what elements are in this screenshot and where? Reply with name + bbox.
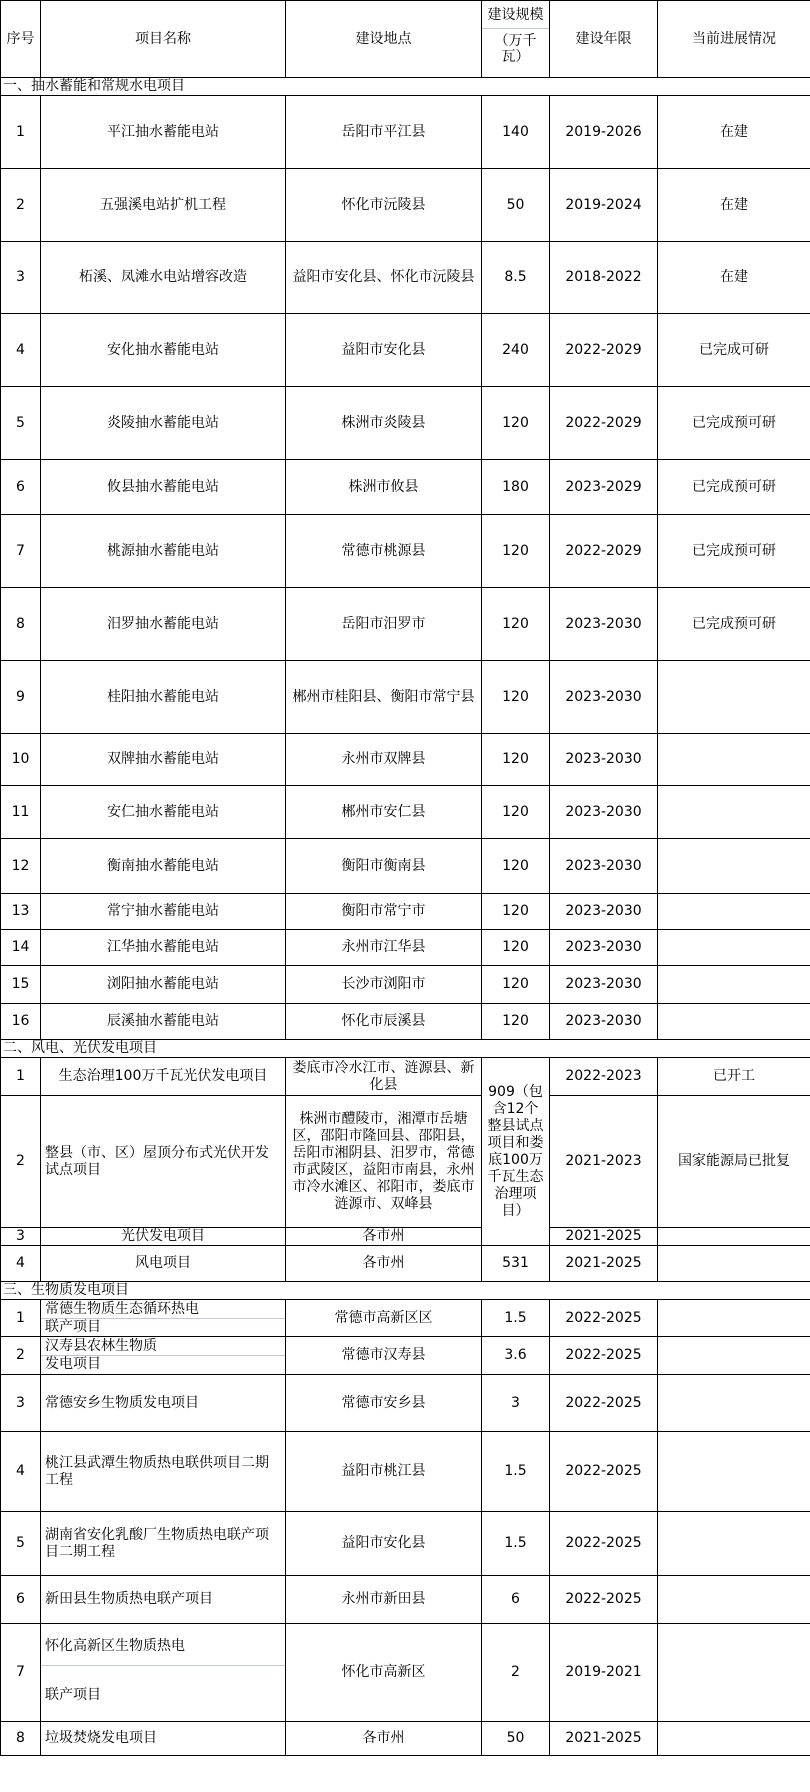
cell-location: 长沙市浏阳市 — [286, 966, 482, 1004]
cell-period: 2022-2025 — [550, 1375, 658, 1432]
cell-name: 辰溪抽水蓄能电站 — [41, 1004, 286, 1040]
cell-period: 2022-2025 — [550, 1300, 658, 1337]
cell-status: 国家能源局已批复 — [658, 1096, 810, 1228]
cell-name: 江华抽水蓄能电站 — [41, 930, 286, 966]
cell-status: 在建 — [658, 242, 810, 314]
cell-location: 株洲市攸县 — [286, 460, 482, 515]
cell-no: 15 — [1, 966, 41, 1004]
cell-no: 8 — [1, 588, 41, 661]
cell-period: 2021-2025 — [550, 1722, 658, 1756]
cell-status: 已开工 — [658, 1058, 810, 1096]
cell-scale: 50 — [482, 1722, 550, 1756]
cell-name: 整县（市、区）屋顶分布式光伏开发试点项目 — [41, 1096, 286, 1228]
cell-no: 7 — [1, 515, 41, 588]
cell-location: 怀化市沅陵县 — [286, 169, 482, 242]
table-row — [1, 1096, 810, 1228]
header-scale-unit-1: （万千 — [494, 33, 537, 49]
cell-period: 2023-2030 — [550, 1004, 658, 1040]
cell-name: 双牌抽水蓄能电站 — [41, 734, 286, 786]
cell-period: 2019-2024 — [550, 169, 658, 242]
cell-location: 衡阳市常宁市 — [286, 894, 482, 930]
cell-no: 3 — [1, 1228, 41, 1246]
cell-no: 4 — [1, 314, 41, 387]
cell-scale: 120 — [482, 966, 550, 1004]
cell-location: 怀化市辰溪县 — [286, 1004, 482, 1040]
section-title-biomass: 三、生物质发电项目 — [1, 1282, 810, 1300]
cell-scale: 1.5 — [482, 1432, 550, 1512]
cell-name-line-2: 联产项目 — [45, 1318, 101, 1335]
cell-period: 2022-2029 — [550, 314, 658, 387]
cell-status: 已完成预可研 — [658, 515, 810, 588]
cell-location: 岳阳市平江县 — [286, 96, 482, 169]
cell-period: 2023-2030 — [550, 930, 658, 966]
cell-name: 光伏发电项目 — [41, 1228, 286, 1246]
cell-scale-merged: 909（包含12个整县试点项目和娄底100万千瓦生态治理项目） — [482, 1058, 550, 1246]
cell-name-line-1: 汉寿县农林生物质 — [45, 1338, 157, 1354]
cell-period: 2023-2030 — [550, 786, 658, 839]
cell-period: 2023-2030 — [550, 734, 658, 786]
cell-location: 株洲市醴陵市，湘潭市岳塘区，邵阳市隆回县、邵阳县，岳阳市湘阴县、汨罗市，常德市武陵区，益阳市南县，永州市冷水滩区、祁阳市，娄底市涟源市、双峰县 — [286, 1096, 482, 1228]
table-row — [1, 661, 810, 734]
table-row — [1, 1512, 810, 1576]
cell-status — [658, 1228, 810, 1246]
cell-name-line-1: 常德生物质生态循环热电 — [45, 1300, 199, 1317]
cell-scale: 50 — [482, 169, 550, 242]
cell-scale: 6 — [482, 1576, 550, 1624]
section-row — [1, 1282, 810, 1300]
table-row — [1, 242, 810, 314]
cell-location: 益阳市桃江县 — [286, 1432, 482, 1512]
cell-period: 2019-2026 — [550, 96, 658, 169]
header-scale — [482, 1, 550, 78]
cell-period: 2023-2030 — [550, 894, 658, 930]
cell-location: 常德市安乡县 — [286, 1375, 482, 1432]
cell-name: 桂阳抽水蓄能电站 — [41, 661, 286, 734]
cell-scale: 3 — [482, 1375, 550, 1432]
cell-location: 衡阳市衡南县 — [286, 839, 482, 894]
cell-period: 2022-2025 — [550, 1337, 658, 1375]
cell-no: 5 — [1, 387, 41, 460]
cell-status — [658, 661, 810, 734]
cell-name: 桃江县武潭生物质热电联供项目二期工程 — [41, 1432, 286, 1512]
cell-location: 常德市高新区区 — [286, 1300, 482, 1337]
cell-no: 16 — [1, 1004, 41, 1040]
cell-name: 平江抽水蓄能电站 — [41, 96, 286, 169]
cell-location: 永州市双牌县 — [286, 734, 482, 786]
table-row — [1, 1228, 810, 1246]
table-row — [1, 894, 810, 930]
cell-name-line-2: 联产项目 — [45, 1686, 101, 1703]
table-row — [1, 1004, 810, 1040]
cell-status: 在建 — [658, 169, 810, 242]
cell-status — [658, 894, 810, 930]
cell-period: 2023-2030 — [550, 839, 658, 894]
cell-location: 益阳市安化县 — [286, 314, 482, 387]
header-status: 当前进展情况 — [658, 1, 810, 78]
cell-name: 浏阳抽水蓄能电站 — [41, 966, 286, 1004]
cell-name: 桃源抽水蓄能电站 — [41, 515, 286, 588]
cell-name: 柘溪、凤滩水电站增容改造 — [41, 242, 286, 314]
cell-period: 2023-2030 — [550, 661, 658, 734]
cell-no: 1 — [1, 1058, 41, 1096]
table-row — [1, 169, 810, 242]
cell-location: 各市州 — [286, 1228, 482, 1246]
cell-status: 在建 — [658, 96, 810, 169]
cell-period: 2018-2022 — [550, 242, 658, 314]
cell-name — [41, 1337, 286, 1375]
cell-location: 益阳市安化县 — [286, 1512, 482, 1576]
cell-name: 五强溪电站扩机工程 — [41, 169, 286, 242]
cell-no: 13 — [1, 894, 41, 930]
cell-location: 怀化市高新区 — [286, 1624, 482, 1722]
cell-no: 2 — [1, 169, 41, 242]
cell-location: 益阳市安化县、怀化市沅陵县 — [286, 242, 482, 314]
table-row — [1, 966, 810, 1004]
cell-location: 永州市新田县 — [286, 1576, 482, 1624]
cell-name — [41, 1300, 286, 1337]
cell-name: 汨罗抽水蓄能电站 — [41, 588, 286, 661]
cell-status: 已完成预可研 — [658, 460, 810, 515]
table-row — [1, 1432, 810, 1512]
cell-period: 2022-2029 — [550, 387, 658, 460]
cell-scale: 180 — [482, 460, 550, 515]
cell-status — [658, 1004, 810, 1040]
cell-location: 娄底市冷水江市、涟源县、新化县 — [286, 1058, 482, 1096]
cell-name-line-1: 怀化高新区生物质热电 — [45, 1637, 185, 1654]
section-row — [1, 78, 810, 96]
header-name: 项目名称 — [41, 1, 286, 78]
cell-no: 9 — [1, 661, 41, 734]
cell-location: 郴州市桂阳县、衡阳市常宁县 — [286, 661, 482, 734]
section-row — [1, 1040, 810, 1058]
cell-name: 常宁抽水蓄能电站 — [41, 894, 286, 930]
cell-period: 2022-2025 — [550, 1576, 658, 1624]
cell-scale: 120 — [482, 387, 550, 460]
table-row — [1, 96, 810, 169]
cell-name: 衡南抽水蓄能电站 — [41, 839, 286, 894]
section-title-hydro: 一、抽水蓄能和常规水电项目 — [1, 78, 810, 96]
table-row — [1, 1624, 810, 1722]
cell-scale: 240 — [482, 314, 550, 387]
table-row — [1, 387, 810, 460]
cell-scale: 140 — [482, 96, 550, 169]
cell-scale: 120 — [482, 588, 550, 661]
cell-name: 攸县抽水蓄能电站 — [41, 460, 286, 515]
cell-no: 10 — [1, 734, 41, 786]
table-row — [1, 1375, 810, 1432]
cell-location: 各市州 — [286, 1246, 482, 1282]
cell-scale: 1.5 — [482, 1512, 550, 1576]
cell-scale: 120 — [482, 930, 550, 966]
cell-no: 12 — [1, 839, 41, 894]
cell-no: 5 — [1, 1512, 41, 1576]
table-row — [1, 1722, 810, 1756]
cell-period: 2021-2025 — [550, 1246, 658, 1282]
cell-status — [658, 1300, 810, 1337]
cell-period: 2021-2023 — [550, 1096, 658, 1228]
cell-status — [658, 930, 810, 966]
table-row — [1, 460, 810, 515]
cell-status — [658, 1375, 810, 1432]
cell-no: 4 — [1, 1246, 41, 1282]
table-row — [1, 734, 810, 786]
table-row — [1, 314, 810, 387]
cell-name-line-2: 发电项目 — [45, 1356, 101, 1372]
cell-status — [658, 734, 810, 786]
cell-scale: 1.5 — [482, 1300, 550, 1337]
cell-period: 2022-2029 — [550, 515, 658, 588]
cell-location: 岳阳市汨罗市 — [286, 588, 482, 661]
section-title-solar: 二、风电、光伏发电项目 — [1, 1040, 810, 1058]
cell-location: 各市州 — [286, 1722, 482, 1756]
cell-period: 2021-2025 — [550, 1228, 658, 1246]
cell-no: 2 — [1, 1096, 41, 1228]
cell-location: 常德市桃源县 — [286, 515, 482, 588]
header-no: 序号 — [1, 1, 41, 78]
cell-period: 2022-2025 — [550, 1512, 658, 1576]
cell-no: 6 — [1, 460, 41, 515]
cell-no: 6 — [1, 1576, 41, 1624]
cell-location: 常德市汉寿县 — [286, 1337, 482, 1375]
cell-no: 4 — [1, 1432, 41, 1512]
table-row — [1, 786, 810, 839]
cell-period: 2022-2023 — [550, 1058, 658, 1096]
cell-no: 8 — [1, 1722, 41, 1756]
cell-status — [658, 1576, 810, 1624]
cell-no: 3 — [1, 1375, 41, 1432]
cell-no: 3 — [1, 242, 41, 314]
cell-status: 已完成预可研 — [658, 387, 810, 460]
cell-name: 生态治理100万千瓦光伏发电项目 — [41, 1058, 286, 1096]
cell-scale: 120 — [482, 515, 550, 588]
table-row — [1, 930, 810, 966]
table-row — [1, 1058, 810, 1096]
cell-name: 安化抽水蓄能电站 — [41, 314, 286, 387]
cell-status — [658, 966, 810, 1004]
header-scale-unit-2: 瓦） — [501, 49, 530, 65]
cell-scale: 2 — [482, 1624, 550, 1722]
cell-period: 2023-2030 — [550, 588, 658, 661]
cell-status — [658, 1624, 810, 1722]
cell-status — [658, 1722, 810, 1756]
cell-status — [658, 839, 810, 894]
cell-period: 2019-2021 — [550, 1624, 658, 1722]
header-location: 建设地点 — [286, 1, 482, 78]
cell-scale: 120 — [482, 661, 550, 734]
cell-status — [658, 1246, 810, 1282]
header-period: 建设年限 — [550, 1, 658, 78]
table-row — [1, 1300, 810, 1337]
cell-status — [658, 786, 810, 839]
cell-scale: 120 — [482, 734, 550, 786]
table-row — [1, 839, 810, 894]
cell-no: 1 — [1, 96, 41, 169]
cell-scale: 3.6 — [482, 1337, 550, 1375]
cell-status: 已完成预可研 — [658, 588, 810, 661]
table-row — [1, 1576, 810, 1624]
cell-name: 安仁抽水蓄能电站 — [41, 786, 286, 839]
table-row — [1, 1246, 810, 1282]
cell-period: 2023-2029 — [550, 460, 658, 515]
cell-scale: 531 — [482, 1246, 550, 1282]
cell-scale: 120 — [482, 839, 550, 894]
cell-scale: 120 — [482, 786, 550, 839]
cell-status: 已完成可研 — [658, 314, 810, 387]
header-scale-title: 建设规模 — [482, 1, 549, 29]
cell-no: 7 — [1, 1624, 41, 1722]
cell-period: 2022-2025 — [550, 1432, 658, 1512]
cell-location: 郴州市安仁县 — [286, 786, 482, 839]
header-row — [1, 1, 810, 78]
table-row — [1, 515, 810, 588]
cell-no: 11 — [1, 786, 41, 839]
cell-status — [658, 1432, 810, 1512]
cell-name: 风电项目 — [41, 1246, 286, 1282]
cell-no: 2 — [1, 1337, 41, 1375]
cell-name: 湖南省安化乳酸厂生物质热电联产项目二期工程 — [41, 1512, 286, 1576]
cell-name — [41, 1624, 286, 1722]
cell-name: 常德安乡生物质发电项目 — [41, 1375, 286, 1432]
table-row — [1, 588, 810, 661]
cell-location: 永州市江华县 — [286, 930, 482, 966]
cell-location: 株洲市炎陵县 — [286, 387, 482, 460]
cell-name: 炎陵抽水蓄能电站 — [41, 387, 286, 460]
cell-status — [658, 1512, 810, 1576]
cell-no: 14 — [1, 930, 41, 966]
cell-period: 2023-2030 — [550, 966, 658, 1004]
cell-no: 1 — [1, 1300, 41, 1337]
cell-status — [658, 1337, 810, 1375]
cell-name: 垃圾焚烧发电项目 — [41, 1722, 286, 1756]
cell-scale: 8.5 — [482, 242, 550, 314]
cell-scale: 120 — [482, 894, 550, 930]
cell-name: 新田县生物质热电联产项目 — [41, 1576, 286, 1624]
cell-scale: 120 — [482, 1004, 550, 1040]
table-row — [1, 1337, 810, 1375]
